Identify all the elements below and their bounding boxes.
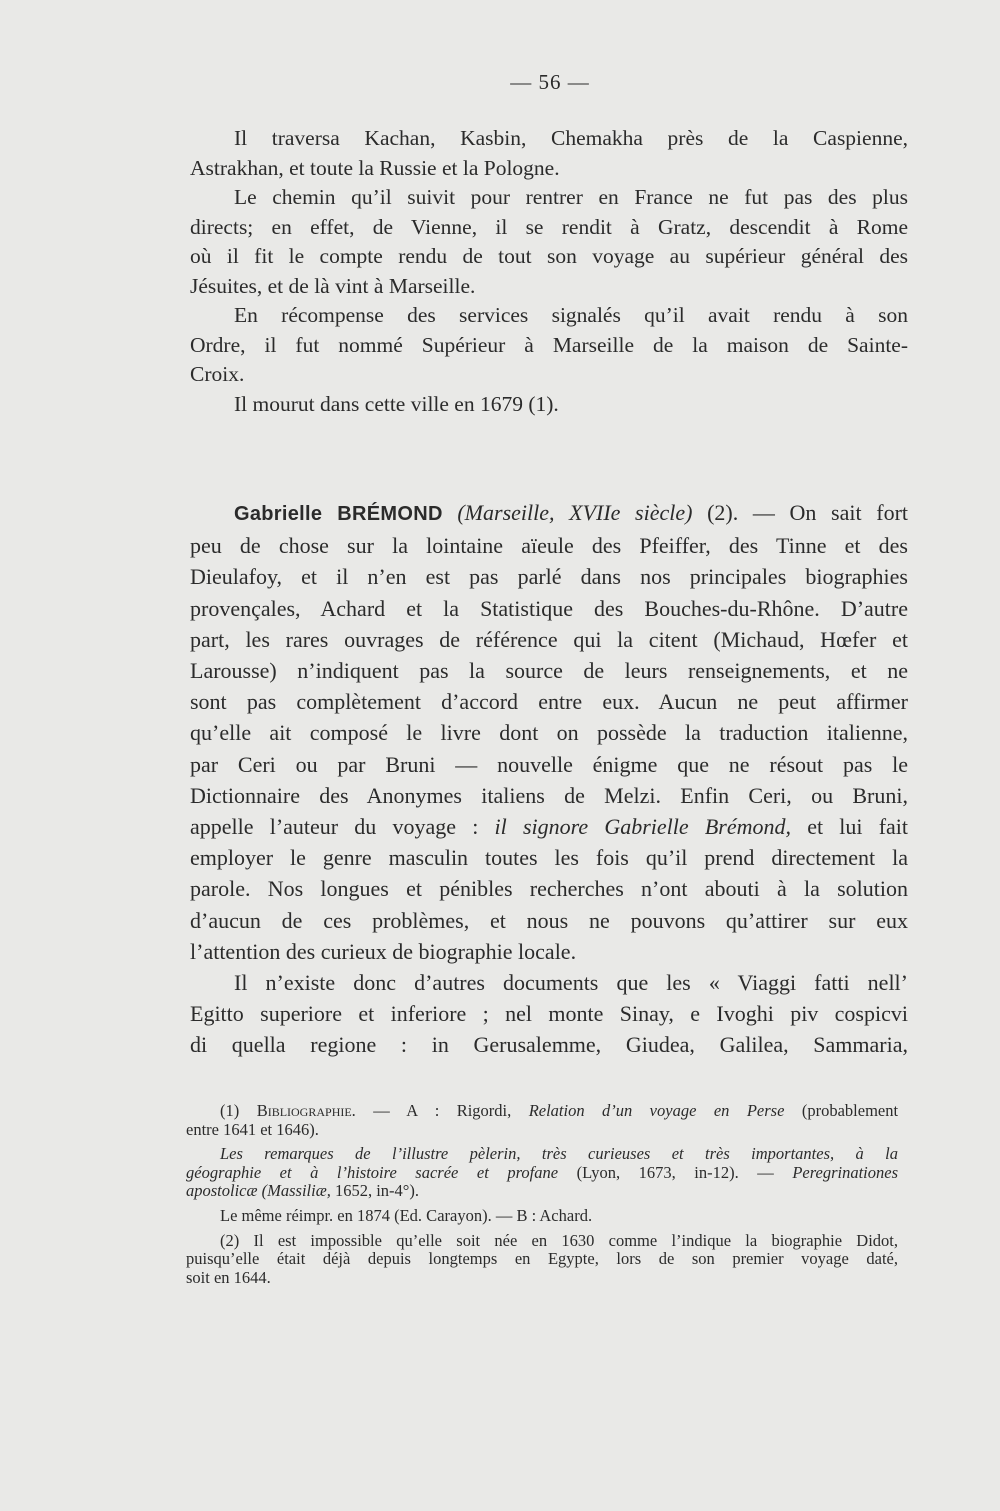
footnote-label: (1) [220,1101,240,1120]
book-title: apostolicæ (Massiliæ, [186,1181,331,1201]
text-line: employer le genre masculin toutes les fois qu’il prend directement la [190,845,908,871]
text-line: part, les rares ouvrages de référence qui la citent (Michaud, Hœfer et [190,626,908,652]
book-title: géographie et à l’histoire sacrée et profane [186,1162,559,1182]
footnote-2: (2) Il est impossible qu’elle soit née en 1630 comme l’indique la biographie Didot, [220,1230,898,1250]
footnote-line [186,1182,898,1201]
footnote-ref-2: (2). [707,500,739,525]
paragraph-block-1 [190,124,908,419]
text-fragment: et lui fait [807,814,909,840]
text-line-italic [190,811,908,842]
text-line: Larousse) n’indiquent pas la source de leurs renseignements, et ne [190,658,908,684]
text-line: provençales, Achard et la Statistique des Bouches-du-Rhône. D’autre [190,595,908,621]
section-bremond [190,497,908,1061]
footnote-line: soit en 1644. [186,1267,271,1287]
text-line: Astrakhan, et toute la Russie et la Pologne. [190,155,560,180]
text-line: Egitto superiore et inferiore ; nel monte Sinay, e Ivoghi piv cospicvi [190,1001,908,1027]
footnote-line [186,1164,898,1183]
text-line: d’aucun de ces problèmes, et nous ne pouvons qu’attirer sur eux [190,907,908,933]
text-line: qu’elle ait composé le livre dont on possède la traduction italienne, [190,720,908,746]
section-heading-place: (Marseille, XVIIe siècle) [457,500,693,525]
page-number: — 56 — [510,70,590,94]
text-line: peu de chose sur la lointaine aïeule des Pfeiffer, des Tinne et des [190,533,908,559]
text-line: di quella regione : in Gerusalemme, Giudea, Galilea, Sammaria, [190,1032,908,1058]
footnote-line: Les remarques de l’illustre pèlerin, très curieuses et très importantes, à la [220,1144,898,1164]
section-heading-name: Gabrielle BRÉMOND [234,503,443,525]
text-line: Croix. [190,362,245,386]
text-line: par Ceri ou par Bruni — nouvelle énigme que ne résout pas le [190,751,908,777]
italic-quote: il signore Gabrielle Brémond, [494,814,791,840]
footnote-line: puisqu’elle était déjà depuis longtemps en Egypte, lors de son premier voyage daté, [186,1249,898,1269]
footnote-biblio-label: Bibliographie. [256,1101,356,1120]
footnote-1 [186,1102,898,1121]
text-line: sont pas complètement d’accord entre eux. Aucun ne peut affirmer [190,689,908,715]
book-title: Peregrinationes [792,1162,899,1182]
text-line: l’attention des curieux de biographie locale. [190,938,577,964]
footnote-line: Le même réimpr. en 1874 (Ed. Carayon). — B : Achard. [220,1205,593,1225]
footnote-line: entre 1641 et 1646). [186,1119,319,1139]
text-line: Il traversa Kachan, Kasbin, Chemakha près de la Caspienne, [234,126,908,150]
text-line: Dieulafoy, et il n’en est pas parlé dans nos principales biographies [190,564,908,590]
text-line: En récompense des services signalés qu’il avait rendu à son [234,303,908,327]
text-fragment: 1652, in-4°). [334,1181,420,1201]
text-line: Jésuites, et de là vint à Marseille. [190,273,476,298]
text-line: parole. Nos longues et pénibles recherches n’ont abouti à la solution [190,876,908,902]
section-first-line-rest: — On sait fort [752,500,909,525]
section-heading-line [190,497,908,530]
text-line: Il mourut dans cette ville en 1679 (1). [234,391,559,416]
text-fragment: appelle l’auteur du voyage : [190,814,479,840]
text-line: Le chemin qu’il suivit pour rentrer en France ne fut pas des plus [234,185,908,209]
footnotes [186,1102,898,1287]
text-line: Dictionnaire des Anonymes italiens de Melzi. Enfin Ceri, ou Bruni, [190,782,908,808]
text-line: directs; en effet, de Vienne, il se rendit à Gratz, descendit à Rome [190,214,908,239]
text-fragment: (probablement [801,1101,899,1120]
text-line: où il fit le compte rendu de tout son voyage au supérieur général des [190,244,908,268]
text-fragment: — A : Rigordi, [373,1101,512,1120]
text-line: Il n’existe donc d’autres documents que les « Viaggi fatti nell’ [234,970,908,996]
text-fragment: (Lyon, 1673, in-12). — [576,1162,774,1182]
book-title: Relation d’un voyage en Perse [528,1101,785,1120]
text-line: Ordre, il fut nommé Supérieur à Marseille de la maison de Sainte- [190,332,908,357]
